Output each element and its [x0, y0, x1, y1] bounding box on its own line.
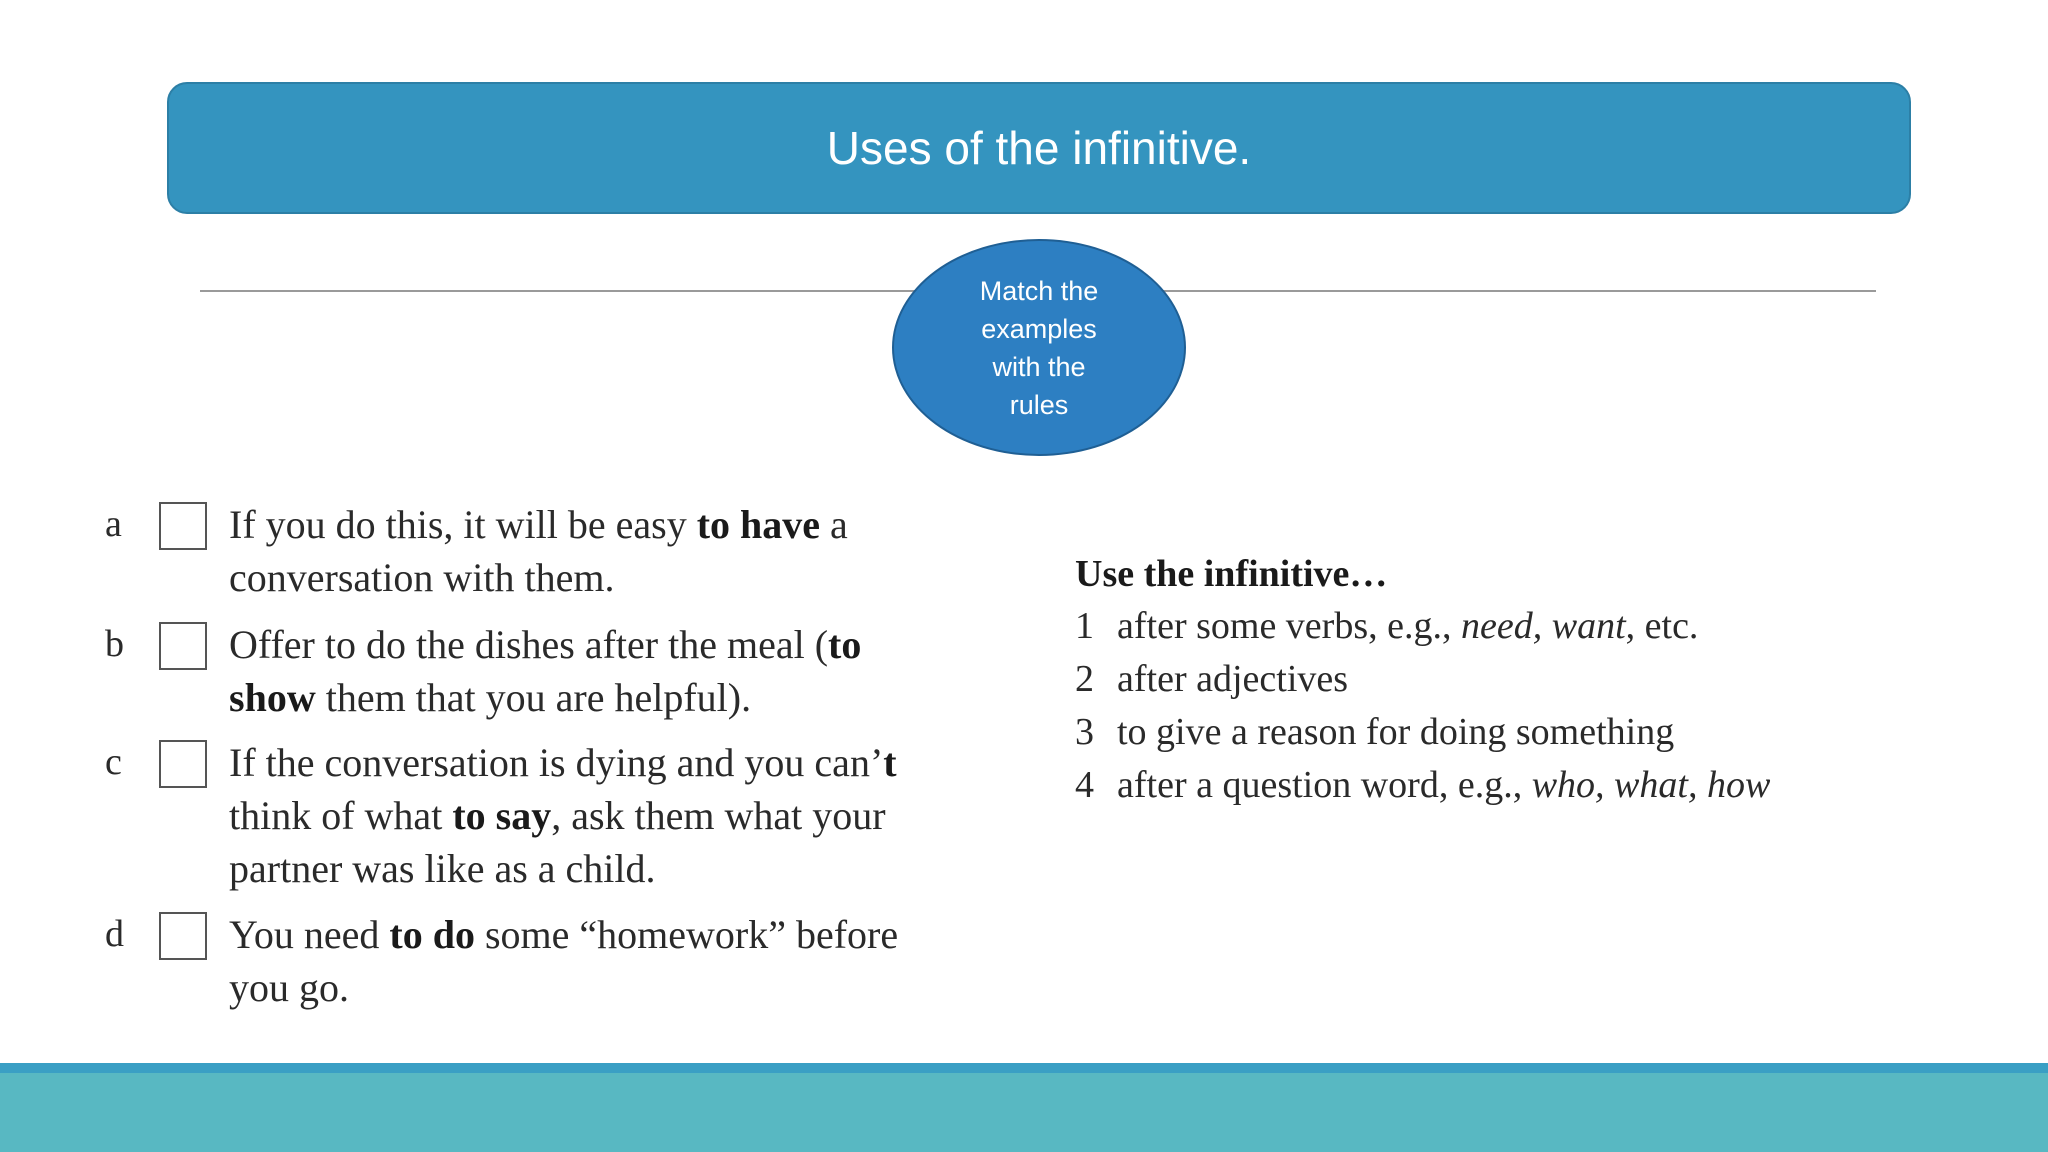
footer-accent-line — [0, 1063, 2048, 1073]
title-banner — [167, 82, 1911, 214]
slide-title: Uses of the infinitive. — [826, 122, 1252, 174]
bold-infinitive: t — [883, 740, 897, 785]
example-text-run: some “homework” before you go. — [229, 912, 899, 1010]
example-text-run: think of what — [229, 793, 453, 838]
rules-title: Use the infinitive… — [1075, 553, 1388, 595]
rule-number: 1 — [1075, 605, 1094, 647]
example-text-run: If you do this, it will be easy — [229, 502, 697, 547]
answer-box[interactable] — [159, 622, 207, 670]
rule-text-run: after a question word, e.g., — [1117, 764, 1532, 806]
rule-number: 3 — [1075, 711, 1094, 753]
example-letter: a — [105, 503, 122, 545]
bold-infinitive: to have — [696, 502, 821, 547]
rule-text-run: to give a reason for doing something — [1117, 711, 1675, 753]
answer-box[interactable] — [159, 502, 207, 550]
rule-number: 2 — [1075, 658, 1094, 700]
example-a — [105, 498, 925, 618]
example-letter: d — [105, 913, 124, 955]
example-text — [229, 736, 929, 895]
bold-infinitive: to say — [452, 793, 552, 838]
rule-item — [1075, 653, 1835, 706]
example-c — [105, 736, 925, 891]
rule-text-run: after some verbs, e.g., — [1117, 605, 1461, 647]
example-text — [229, 498, 929, 604]
bold-infinitive: to do — [389, 912, 475, 957]
example-text-run: , ask them what your partner was like as a child. — [229, 793, 886, 891]
rule-text — [1117, 706, 1674, 759]
example-text-run: You need — [229, 912, 390, 957]
rule-number: 4 — [1075, 764, 1094, 806]
rule-text — [1117, 653, 1348, 706]
example-b — [105, 618, 925, 738]
rule-item — [1075, 706, 1835, 759]
example-text-run: them that you are helpful). — [315, 675, 752, 720]
example-letter: c — [105, 741, 122, 783]
italic-example-words: need, want — [1461, 605, 1626, 647]
rule-item — [1075, 759, 1835, 812]
rule-text — [1117, 759, 1770, 812]
rule-item — [1075, 600, 1835, 653]
instruction-bubble — [892, 239, 1186, 456]
rule-text — [1117, 600, 1698, 653]
instruction-text: Match the examples with the rules — [979, 275, 1099, 420]
example-text — [229, 908, 929, 1014]
rule-text-run: , etc. — [1625, 605, 1699, 647]
example-text — [229, 618, 929, 724]
rule-text-run: after adjectives — [1117, 658, 1349, 700]
answer-box[interactable] — [159, 740, 207, 788]
answer-box[interactable] — [159, 912, 207, 960]
example-text-run: If the conversation is dying and you can’ — [229, 740, 884, 785]
rules-panel — [1075, 548, 1835, 812]
example-letter: b — [105, 623, 124, 665]
bold-infinitive: to show — [229, 622, 862, 720]
italic-example-words: who, what, how — [1531, 764, 1771, 806]
footer-band — [0, 1073, 2048, 1152]
example-text-run: Offer to do the dishes after the meal ( — [229, 622, 829, 667]
example-text-run: a conversation with them. — [229, 502, 848, 600]
example-d — [105, 908, 925, 1028]
